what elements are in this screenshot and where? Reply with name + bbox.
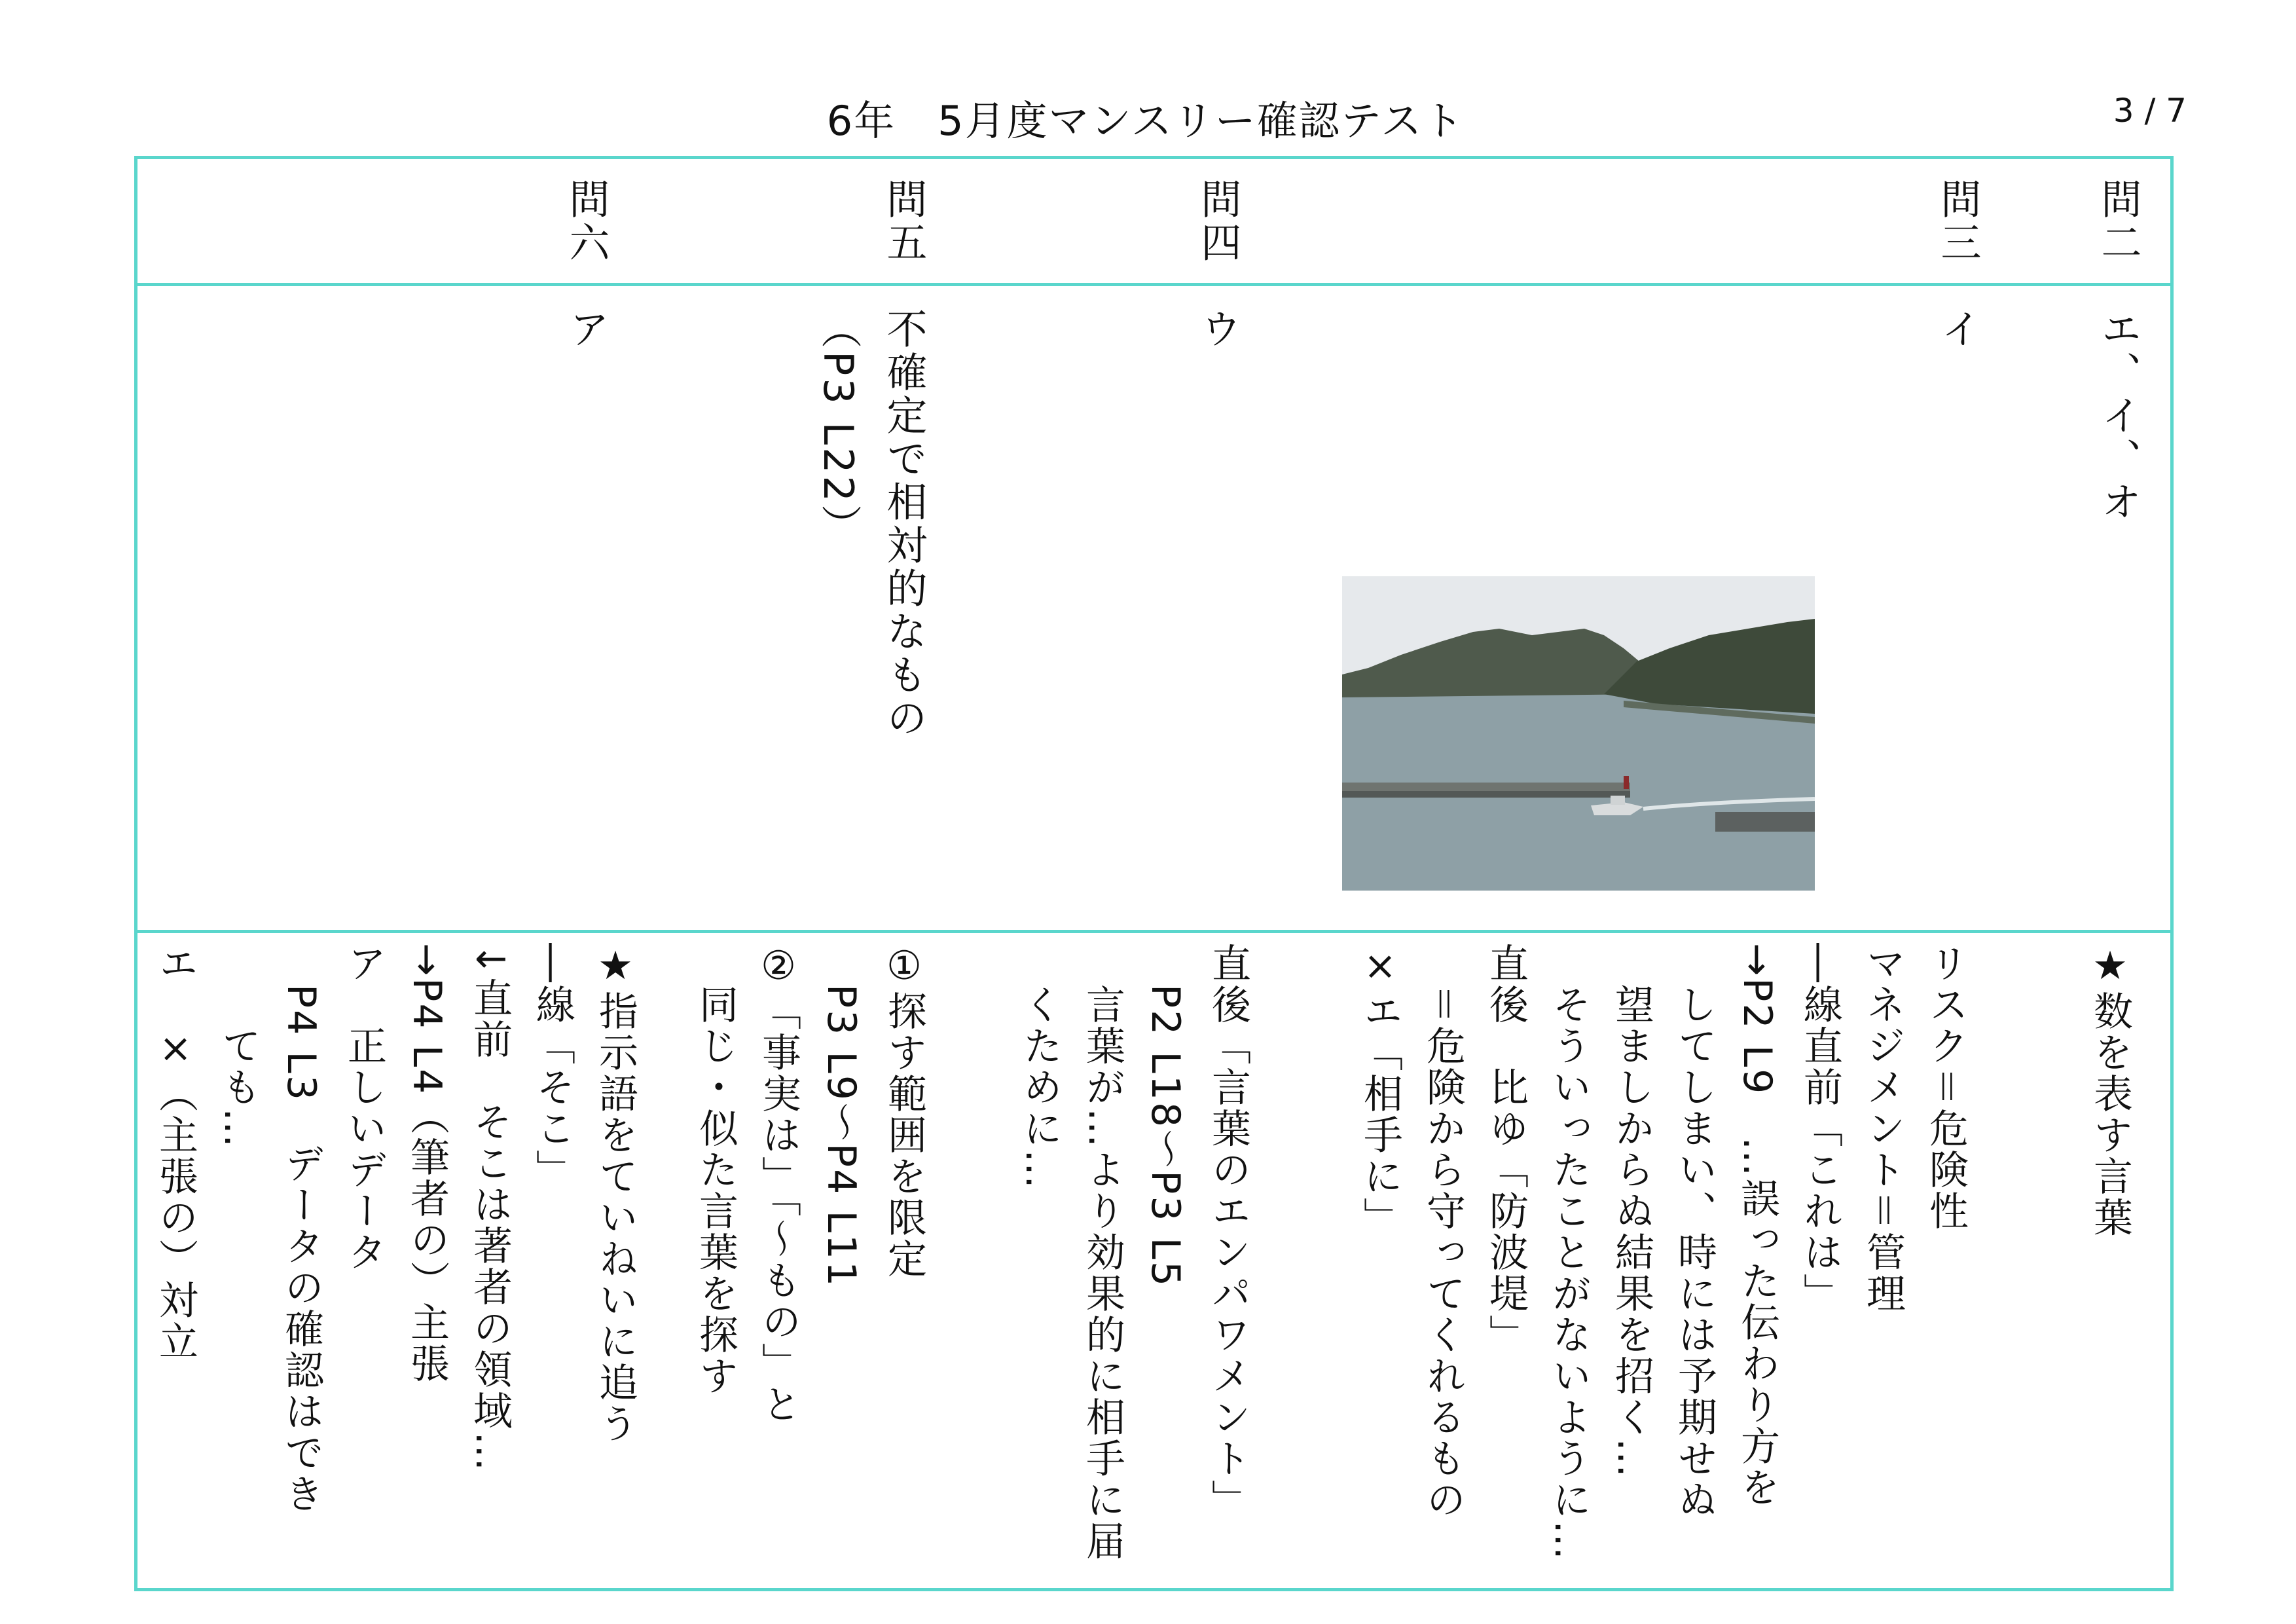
page-title: 6年 5月度マンスリー確認テスト [826, 97, 1465, 145]
question-label-4: 問四 [1194, 178, 1242, 265]
question-label-2: 問二 [2094, 178, 2142, 265]
question-label-6: 問六 [562, 178, 610, 265]
answer-4: ウ [1194, 308, 1242, 351]
note-3: リスク＝危険性 マネジメント＝管理 ―線直前「これは」 →P2 L9 …誤った伝わり方を してしまい、時には予期せぬ 望ましからぬ結果を招く… そういったことがないように… 直後 比ゆ「防波堤」 ＝危険から守ってくれるもの ×エ「相手に」 [1357, 943, 1969, 1562]
question-label-3: 問三 [1934, 178, 1982, 265]
answer-3: イ [1934, 308, 1982, 351]
note-5: ①探す範囲を限定 P3 L9～P4 L11 ②「事実は」「～もの」と 同じ・似た言葉を探す [693, 943, 927, 1425]
answer-2: エ、イ、オ [2094, 308, 2142, 524]
note-6: ★指示語をていねいに追う ―線「そこ」 ↓直前 そこは著者の領域… →P4 L4（筆者の）主張 ア 正しいデータ P4 L3 データの確認はでき ても… エ ×（主張の）対立 [153, 943, 638, 1515]
answer-5: 不確定で相対的なもの （P3 L22） [814, 308, 928, 740]
question-label-5: 問五 [880, 178, 928, 265]
note-2: ★数を表す言葉 [2087, 943, 2133, 1238]
page-number: 3 / 7 [2113, 92, 2187, 130]
note-4: 直後「言葉のエンパワメント」 P2 L18～P3 L5 言葉が…より効果的に相手に届 くために… [1017, 943, 1251, 1562]
answer-6: ア [562, 308, 610, 351]
table-divider-header [134, 283, 2174, 286]
harbor-photo-icon [1342, 576, 1815, 891]
table-divider-notes [134, 930, 2174, 933]
